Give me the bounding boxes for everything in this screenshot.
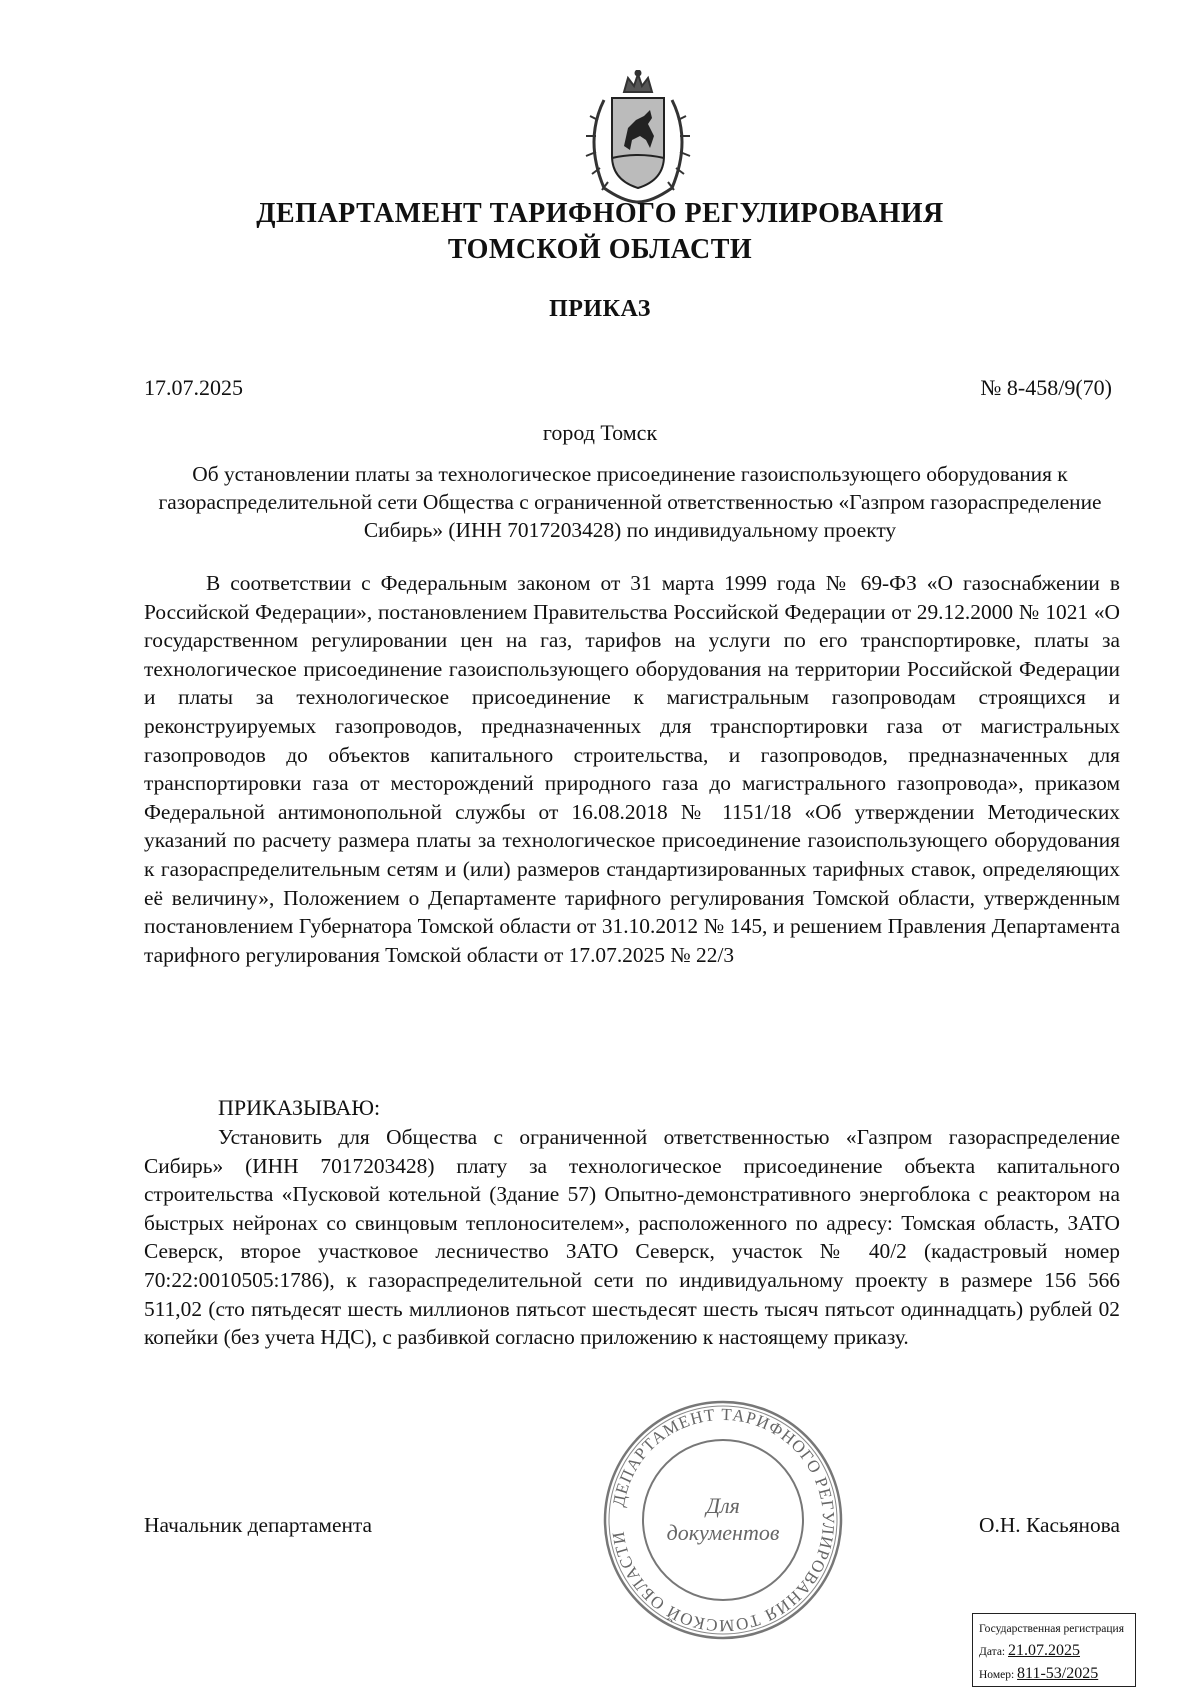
registration-date-label: Дата: [979, 1646, 1006, 1658]
registration-number-row [979, 1663, 1129, 1686]
preamble-paragraph: В соответствии с Федеральным законом от 31 марта 1999 года № 69-ФЗ «О газоснабжении в Российской Федерации», постановлением Правительства Российской Федерации от 29.12.2000 № 1021 «О государственном регулировании цен на газ, тарифов на услуги по его транспортировке, платы за технологическое присоединение газоиспользующего оборудования на территории Российской Федерации и платы за технологическое присоединение к магистральным газопроводам строящихся и реконструируемых газопроводов, предназначенных для транспортировки газа от магистральных газопроводов до объектов капитального строительства, и газопроводов, предназначенных для транспортировки газа от месторождений природного газа до магистрального газопровода», приказом Федеральной антимонопольной службы от 16.08.2018 № 1151/18 «Об утверждении Методических указаний по расчету размера платы за технологическое присоединение газоиспользующего оборудования к газораспределительным сетям и (или) размеров стандартизированных тарифных ставок, определяющих её величину», Положением о Департаменте тарифного регулирования Томской области, утвержденным постановлением Губернатора Томской области от 31.10.2012 № 145, и решением Правления Департамента тарифного регулирования Томской области от 17.07.2025 № 22/3 [144, 571, 1120, 967]
document-number: № 8-458/9(70) [980, 375, 1112, 400]
official-seal-stamp [598, 1395, 848, 1645]
organization-line-2: ТОМСКОЙ ОБЛАСТИ [447, 234, 753, 265]
document-subject: Об установлении платы за технологическое присоединение газоиспользующего оборудования к газораспределительной сети Общества с ограниченной ответственностью «Газпром газораспределение Сибирь» (ИНН 7017203428) по индивидуальному проекту [158, 462, 1102, 542]
seal-center-line-1: Для [706, 1493, 740, 1518]
document-date: 17.07.2025 [144, 375, 243, 400]
registration-number-value: 811-53/2025 [1017, 1665, 1099, 1682]
order-paragraph: Установить для Общества с ограниченной ответственностью «Газпром газораспределение Сибирь» (ИНН 7017203428) плату за технологическое присоединение объекта капитального строительства «Пусковой котельной (Здание 57) Опытно-демонстративного энергоблока с реактором на быстрых нейронах со свинцовым теплоносителем», расположенного по адресу: Томская область, ЗАТО Северск, второе участковое лесничество ЗАТО Северск, участок № 40/2 (кадастровый номер 70:22:0010505:1786), к газораспределительной сети по индивидуальному проекту в размере 156 566 511,02 (сто пятьдесят шесть миллионов пятьсот шестьдесят шесть тысяч пятьсот одиннадцать) рублей 02 копейки (без учета НДС), с разбивкой согласно приложению к настоящему приказу. [144, 1125, 1120, 1350]
organization-line-1: ДЕПАРТАМЕНТ ТАРИФНОГО РЕГУЛИРОВАНИЯ [256, 198, 944, 229]
signatory-position: Начальник департамента [144, 1513, 373, 1537]
organization-title [150, 196, 1050, 268]
registration-date-value: 21.07.2025 [1008, 1642, 1080, 1659]
document-city: город Томск [542, 420, 658, 445]
seal-center-line-2: документов [666, 1520, 780, 1545]
seal-ring-text: ДЕПАРТАМЕНТ ТАРИФНОГО РЕГУЛИРОВАНИЯ ТОМСКОЙ ОБЛАСТИ [608, 1404, 839, 1636]
signatory-name: О.Н. Касьянова [979, 1513, 1120, 1537]
order-heading: ПРИКАЗЫВАЮ: [218, 1095, 381, 1120]
registration-stamp [972, 1613, 1136, 1687]
coat-of-arms-emblem [574, 70, 702, 210]
document-type: ПРИКАЗ [549, 296, 651, 322]
registration-number-label: Номер: [979, 1669, 1015, 1681]
registration-title: Государственная регистрация [979, 1623, 1124, 1635]
registration-date-row [979, 1640, 1129, 1663]
